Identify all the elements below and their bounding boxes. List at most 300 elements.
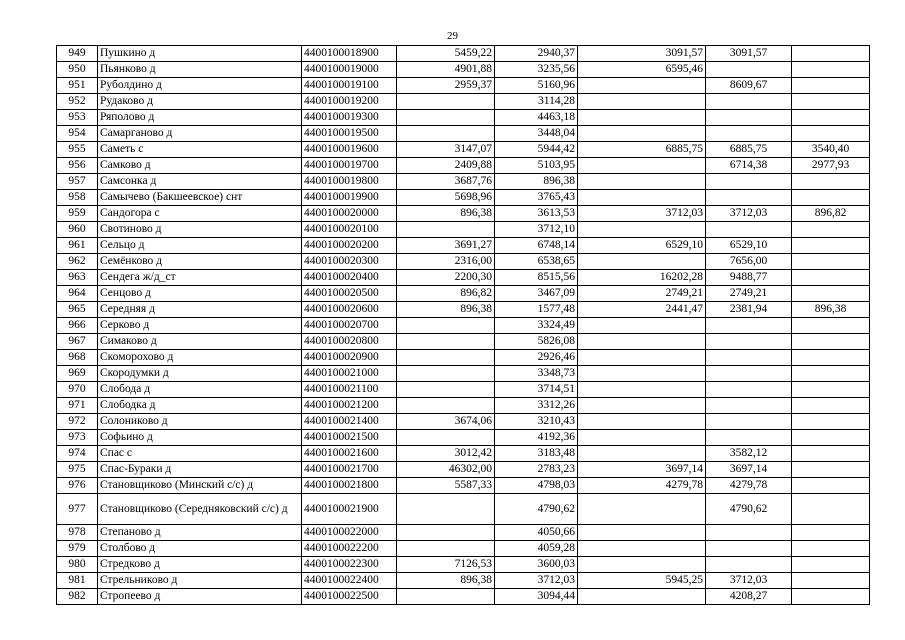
value-4-cell xyxy=(706,541,792,557)
row-number-cell: 964 xyxy=(57,286,98,302)
value-3-cell xyxy=(578,318,706,334)
settlement-name-cell: Пушкино д xyxy=(98,46,302,62)
value-1-cell: 3674,06 xyxy=(397,414,495,430)
table-row xyxy=(57,94,870,110)
row-number-cell: 949 xyxy=(57,46,98,62)
table-row xyxy=(57,142,870,158)
value-2-cell: 2940,37 xyxy=(495,46,578,62)
value-1-cell: 896,38 xyxy=(397,573,495,589)
value-3-cell xyxy=(578,494,706,525)
value-5-cell: 896,82 xyxy=(792,206,870,222)
value-2-cell: 2783,23 xyxy=(495,462,578,478)
row-number-cell: 961 xyxy=(57,238,98,254)
value-5-cell xyxy=(792,46,870,62)
value-3-cell xyxy=(578,174,706,190)
value-2-cell: 4192,36 xyxy=(495,430,578,446)
value-2-cell: 3235,56 xyxy=(495,62,578,78)
row-number-cell: 952 xyxy=(57,94,98,110)
value-4-cell: 6529,10 xyxy=(706,238,792,254)
value-3-cell xyxy=(578,334,706,350)
value-3-cell xyxy=(578,430,706,446)
value-2-cell: 6538,65 xyxy=(495,254,578,270)
row-number-cell: 965 xyxy=(57,302,98,318)
settlement-code-cell: 4400100021100 xyxy=(302,382,397,398)
value-2-cell: 5944,42 xyxy=(495,142,578,158)
value-1-cell xyxy=(397,366,495,382)
value-4-cell: 4790,62 xyxy=(706,494,792,525)
value-2-cell: 4050,66 xyxy=(495,525,578,541)
row-number-cell: 963 xyxy=(57,270,98,286)
row-number-cell: 950 xyxy=(57,62,98,78)
value-4-cell: 9488,77 xyxy=(706,270,792,286)
table-row xyxy=(57,430,870,446)
value-5-cell xyxy=(792,430,870,446)
value-4-cell xyxy=(706,350,792,366)
value-3-cell xyxy=(578,126,706,142)
row-number-cell: 977 xyxy=(57,494,98,525)
settlement-code-cell: 4400100021500 xyxy=(302,430,397,446)
settlement-name-cell: Ряполово д xyxy=(98,110,302,126)
row-number-cell: 976 xyxy=(57,478,98,494)
value-4-cell xyxy=(706,398,792,414)
value-5-cell: 2977,93 xyxy=(792,158,870,174)
value-5-cell xyxy=(792,382,870,398)
table-row xyxy=(57,46,870,62)
table-row xyxy=(57,525,870,541)
settlement-code-cell: 4400100019800 xyxy=(302,174,397,190)
value-1-cell xyxy=(397,318,495,334)
settlement-code-cell: 4400100021800 xyxy=(302,478,397,494)
table-body xyxy=(57,46,870,605)
table-row xyxy=(57,478,870,494)
settlement-code-cell: 4400100021000 xyxy=(302,366,397,382)
value-1-cell: 896,82 xyxy=(397,286,495,302)
value-1-cell: 5587,33 xyxy=(397,478,495,494)
settlement-name-cell: Столбово д xyxy=(98,541,302,557)
settlement-code-cell: 4400100020000 xyxy=(302,206,397,222)
settlement-name-cell: Спас с xyxy=(98,446,302,462)
table-row xyxy=(57,541,870,557)
value-3-cell xyxy=(578,446,706,462)
row-number-cell: 978 xyxy=(57,525,98,541)
value-1-cell xyxy=(397,334,495,350)
table-row xyxy=(57,494,870,525)
row-number-cell: 953 xyxy=(57,110,98,126)
value-2-cell: 3312,26 xyxy=(495,398,578,414)
table-row xyxy=(57,573,870,589)
settlement-name-cell: Скородумки д xyxy=(98,366,302,382)
settlement-name-cell: Стредково д xyxy=(98,557,302,573)
settlement-name-cell: Пьянково д xyxy=(98,62,302,78)
value-3-cell xyxy=(578,414,706,430)
value-4-cell: 6714,38 xyxy=(706,158,792,174)
value-1-cell xyxy=(397,398,495,414)
value-5-cell xyxy=(792,557,870,573)
table-row xyxy=(57,318,870,334)
settlement-code-cell: 4400100019900 xyxy=(302,190,397,206)
value-3-cell xyxy=(578,190,706,206)
settlement-name-cell: Степаново д xyxy=(98,525,302,541)
value-5-cell xyxy=(792,238,870,254)
settlement-code-cell: 4400100020700 xyxy=(302,318,397,334)
value-3-cell xyxy=(578,366,706,382)
value-5-cell xyxy=(792,478,870,494)
value-3-cell: 4279,78 xyxy=(578,478,706,494)
value-3-cell xyxy=(578,350,706,366)
value-3-cell xyxy=(578,525,706,541)
value-2-cell: 3765,43 xyxy=(495,190,578,206)
page-number: 29 xyxy=(447,30,458,42)
value-3-cell xyxy=(578,254,706,270)
row-number-cell: 975 xyxy=(57,462,98,478)
row-number-cell: 980 xyxy=(57,557,98,573)
table-row xyxy=(57,62,870,78)
value-1-cell: 2959,37 xyxy=(397,78,495,94)
settlement-code-cell: 4400100020800 xyxy=(302,334,397,350)
value-4-cell: 3582,12 xyxy=(706,446,792,462)
value-4-cell: 3697,14 xyxy=(706,462,792,478)
value-1-cell: 2316,00 xyxy=(397,254,495,270)
value-1-cell: 46302,00 xyxy=(397,462,495,478)
value-5-cell xyxy=(792,126,870,142)
value-5-cell xyxy=(792,270,870,286)
settlement-code-cell: 4400100020200 xyxy=(302,238,397,254)
row-number-cell: 955 xyxy=(57,142,98,158)
settlement-name-cell: Симаково д xyxy=(98,334,302,350)
value-1-cell xyxy=(397,222,495,238)
settlement-code-cell: 4400100019000 xyxy=(302,62,397,78)
value-2-cell: 2926,46 xyxy=(495,350,578,366)
value-5-cell: 3540,40 xyxy=(792,142,870,158)
row-number-cell: 974 xyxy=(57,446,98,462)
row-number-cell: 956 xyxy=(57,158,98,174)
settlement-code-cell: 4400100022000 xyxy=(302,525,397,541)
value-4-cell xyxy=(706,126,792,142)
table-row xyxy=(57,190,870,206)
settlement-name-cell: Самково д xyxy=(98,158,302,174)
table-row xyxy=(57,382,870,398)
value-4-cell xyxy=(706,62,792,78)
value-2-cell: 3448,04 xyxy=(495,126,578,142)
value-5-cell xyxy=(792,110,870,126)
settlement-code-cell: 4400100020300 xyxy=(302,254,397,270)
value-3-cell xyxy=(578,78,706,94)
value-4-cell: 6885,75 xyxy=(706,142,792,158)
value-2-cell: 3210,43 xyxy=(495,414,578,430)
settlement-name-cell: Сенцово д xyxy=(98,286,302,302)
value-4-cell xyxy=(706,414,792,430)
value-1-cell: 2200,30 xyxy=(397,270,495,286)
value-2-cell: 3714,51 xyxy=(495,382,578,398)
table-row xyxy=(57,302,870,318)
value-4-cell: 3712,03 xyxy=(706,573,792,589)
settlement-name-cell: Стрельниково д xyxy=(98,573,302,589)
value-3-cell: 6595,46 xyxy=(578,62,706,78)
value-4-cell xyxy=(706,382,792,398)
row-number-cell: 962 xyxy=(57,254,98,270)
value-4-cell: 4279,78 xyxy=(706,478,792,494)
value-2-cell: 5103,95 xyxy=(495,158,578,174)
table-row xyxy=(57,462,870,478)
value-4-cell: 3091,57 xyxy=(706,46,792,62)
value-5-cell xyxy=(792,414,870,430)
value-2-cell: 3348,73 xyxy=(495,366,578,382)
value-2-cell: 4059,28 xyxy=(495,541,578,557)
settlement-code-cell: 4400100022300 xyxy=(302,557,397,573)
settlement-name-cell: Руболдино д xyxy=(98,78,302,94)
table-row xyxy=(57,366,870,382)
value-5-cell xyxy=(792,286,870,302)
settlement-code-cell: 4400100019500 xyxy=(302,126,397,142)
row-number-cell: 968 xyxy=(57,350,98,366)
value-3-cell: 6529,10 xyxy=(578,238,706,254)
value-5-cell xyxy=(792,190,870,206)
value-4-cell xyxy=(706,222,792,238)
value-5-cell xyxy=(792,398,870,414)
table-row xyxy=(57,254,870,270)
value-1-cell xyxy=(397,541,495,557)
value-4-cell: 4208,27 xyxy=(706,589,792,605)
value-4-cell xyxy=(706,334,792,350)
value-1-cell: 3012,42 xyxy=(397,446,495,462)
value-5-cell xyxy=(792,525,870,541)
value-2-cell: 8515,56 xyxy=(495,270,578,286)
table-row xyxy=(57,158,870,174)
value-5-cell xyxy=(792,222,870,238)
settlement-code-cell: 4400100018900 xyxy=(302,46,397,62)
value-3-cell xyxy=(578,222,706,238)
row-number-cell: 958 xyxy=(57,190,98,206)
value-2-cell: 3613,53 xyxy=(495,206,578,222)
value-4-cell: 8609,67 xyxy=(706,78,792,94)
value-2-cell: 3600,03 xyxy=(495,557,578,573)
value-1-cell: 5698,96 xyxy=(397,190,495,206)
settlement-name-cell: Солониково д xyxy=(98,414,302,430)
row-number-cell: 982 xyxy=(57,589,98,605)
table-row xyxy=(57,446,870,462)
value-2-cell: 3183,48 xyxy=(495,446,578,462)
table-row xyxy=(57,238,870,254)
value-2-cell: 3712,03 xyxy=(495,573,578,589)
value-5-cell xyxy=(792,446,870,462)
settlement-name-cell: Становщиково (Середняковский с/с) д xyxy=(98,494,302,525)
value-1-cell: 2409,88 xyxy=(397,158,495,174)
row-number-cell: 973 xyxy=(57,430,98,446)
value-1-cell xyxy=(397,494,495,525)
table-row xyxy=(57,270,870,286)
settlement-name-cell: Самычево (Бакшеевское) снт xyxy=(98,190,302,206)
value-5-cell xyxy=(792,94,870,110)
settlement-code-cell: 4400100022500 xyxy=(302,589,397,605)
settlement-code-cell: 4400100019200 xyxy=(302,94,397,110)
value-3-cell: 3091,57 xyxy=(578,46,706,62)
value-4-cell: 7656,00 xyxy=(706,254,792,270)
value-3-cell xyxy=(578,110,706,126)
value-3-cell: 2749,21 xyxy=(578,286,706,302)
settlement-name-cell: Софьино д xyxy=(98,430,302,446)
settlement-name-cell: Саметь с xyxy=(98,142,302,158)
value-1-cell xyxy=(397,382,495,398)
settlement-name-cell: Скоморохово д xyxy=(98,350,302,366)
value-1-cell xyxy=(397,110,495,126)
row-number-cell: 957 xyxy=(57,174,98,190)
settlement-code-cell: 4400100020100 xyxy=(302,222,397,238)
value-3-cell xyxy=(578,541,706,557)
value-1-cell: 4901,88 xyxy=(397,62,495,78)
settlement-code-cell: 4400100019300 xyxy=(302,110,397,126)
value-5-cell xyxy=(792,494,870,525)
value-2-cell: 3114,28 xyxy=(495,94,578,110)
value-4-cell: 2381,94 xyxy=(706,302,792,318)
settlement-code-cell: 4400100019700 xyxy=(302,158,397,174)
value-4-cell xyxy=(706,94,792,110)
value-1-cell: 5459,22 xyxy=(397,46,495,62)
value-1-cell xyxy=(397,430,495,446)
value-4-cell: 2749,21 xyxy=(706,286,792,302)
value-5-cell xyxy=(792,589,870,605)
settlement-code-cell: 4400100022200 xyxy=(302,541,397,557)
row-number-cell: 959 xyxy=(57,206,98,222)
settlement-name-cell: Слободка д xyxy=(98,398,302,414)
settlement-name-cell: Самсонка д xyxy=(98,174,302,190)
settlement-code-cell: 4400100021600 xyxy=(302,446,397,462)
value-1-cell xyxy=(397,350,495,366)
value-2-cell: 5826,08 xyxy=(495,334,578,350)
settlement-code-cell: 4400100019100 xyxy=(302,78,397,94)
settlement-name-cell: Свотиново д xyxy=(98,222,302,238)
table-row xyxy=(57,174,870,190)
row-number-cell: 971 xyxy=(57,398,98,414)
value-2-cell: 4798,03 xyxy=(495,478,578,494)
settlement-code-cell: 4400100019600 xyxy=(302,142,397,158)
value-5-cell xyxy=(792,573,870,589)
row-number-cell: 979 xyxy=(57,541,98,557)
value-4-cell xyxy=(706,318,792,334)
settlement-code-cell: 4400100021900 xyxy=(302,494,397,525)
value-1-cell xyxy=(397,525,495,541)
value-2-cell: 5160,96 xyxy=(495,78,578,94)
settlement-code-cell: 4400100020400 xyxy=(302,270,397,286)
settlement-code-cell: 4400100020900 xyxy=(302,350,397,366)
value-3-cell: 2441,47 xyxy=(578,302,706,318)
settlement-code-cell: 4400100022400 xyxy=(302,573,397,589)
table-row xyxy=(57,398,870,414)
settlement-name-cell: Стропеево д xyxy=(98,589,302,605)
value-4-cell xyxy=(706,557,792,573)
value-1-cell xyxy=(397,589,495,605)
row-number-cell: 951 xyxy=(57,78,98,94)
value-2-cell: 1577,48 xyxy=(495,302,578,318)
settlement-name-cell: Сандогора с xyxy=(98,206,302,222)
value-3-cell xyxy=(578,94,706,110)
row-number-cell: 954 xyxy=(57,126,98,142)
value-2-cell: 4463,18 xyxy=(495,110,578,126)
value-4-cell xyxy=(706,110,792,126)
value-5-cell xyxy=(792,366,870,382)
settlement-code-cell: 4400100021700 xyxy=(302,462,397,478)
table-row xyxy=(57,126,870,142)
value-1-cell: 896,38 xyxy=(397,206,495,222)
table-row xyxy=(57,110,870,126)
settlement-name-cell: Сельцо д xyxy=(98,238,302,254)
settlement-name-cell: Становщиково (Минский с/с) д xyxy=(98,478,302,494)
value-2-cell: 4790,62 xyxy=(495,494,578,525)
value-3-cell: 16202,28 xyxy=(578,270,706,286)
table-row xyxy=(57,222,870,238)
value-5-cell xyxy=(792,254,870,270)
row-number-cell: 972 xyxy=(57,414,98,430)
value-3-cell: 3697,14 xyxy=(578,462,706,478)
value-2-cell: 3712,10 xyxy=(495,222,578,238)
value-1-cell: 3691,27 xyxy=(397,238,495,254)
value-1-cell xyxy=(397,94,495,110)
value-3-cell: 6885,75 xyxy=(578,142,706,158)
value-5-cell xyxy=(792,350,870,366)
value-4-cell xyxy=(706,190,792,206)
row-number-cell: 970 xyxy=(57,382,98,398)
value-5-cell xyxy=(792,62,870,78)
value-4-cell xyxy=(706,366,792,382)
value-5-cell xyxy=(792,462,870,478)
row-number-cell: 960 xyxy=(57,222,98,238)
table-row xyxy=(57,414,870,430)
value-5-cell xyxy=(792,541,870,557)
value-5-cell xyxy=(792,334,870,350)
table-row xyxy=(57,350,870,366)
settlement-code-cell: 4400100020600 xyxy=(302,302,397,318)
value-2-cell: 6748,14 xyxy=(495,238,578,254)
value-3-cell xyxy=(578,398,706,414)
settlement-name-cell: Самарганово д xyxy=(98,126,302,142)
settlement-code-cell: 4400100021200 xyxy=(302,398,397,414)
table-row xyxy=(57,206,870,222)
row-number-cell: 981 xyxy=(57,573,98,589)
value-5-cell xyxy=(792,174,870,190)
settlement-name-cell: Рудаково д xyxy=(98,94,302,110)
value-3-cell: 3712,03 xyxy=(578,206,706,222)
value-5-cell xyxy=(792,318,870,334)
value-1-cell xyxy=(397,126,495,142)
settlements-table xyxy=(56,45,870,605)
value-5-cell xyxy=(792,78,870,94)
value-4-cell xyxy=(706,430,792,446)
table-row xyxy=(57,589,870,605)
value-4-cell xyxy=(706,174,792,190)
value-1-cell: 3687,76 xyxy=(397,174,495,190)
value-2-cell: 896,38 xyxy=(495,174,578,190)
value-1-cell: 896,38 xyxy=(397,302,495,318)
value-2-cell: 3324,49 xyxy=(495,318,578,334)
value-2-cell: 3467,09 xyxy=(495,286,578,302)
settlement-name-cell: Сендега ж/д_ст xyxy=(98,270,302,286)
row-number-cell: 967 xyxy=(57,334,98,350)
value-1-cell: 7126,53 xyxy=(397,557,495,573)
value-3-cell xyxy=(578,382,706,398)
settlement-name-cell: Середняя д xyxy=(98,302,302,318)
settlement-name-cell: Серково д xyxy=(98,318,302,334)
value-3-cell xyxy=(578,158,706,174)
settlement-code-cell: 4400100021400 xyxy=(302,414,397,430)
value-3-cell: 5945,25 xyxy=(578,573,706,589)
settlement-code-cell: 4400100020500 xyxy=(302,286,397,302)
value-4-cell xyxy=(706,525,792,541)
table-row xyxy=(57,78,870,94)
table-row xyxy=(57,286,870,302)
value-2-cell: 3094,44 xyxy=(495,589,578,605)
table-row xyxy=(57,557,870,573)
row-number-cell: 969 xyxy=(57,366,98,382)
value-3-cell xyxy=(578,589,706,605)
